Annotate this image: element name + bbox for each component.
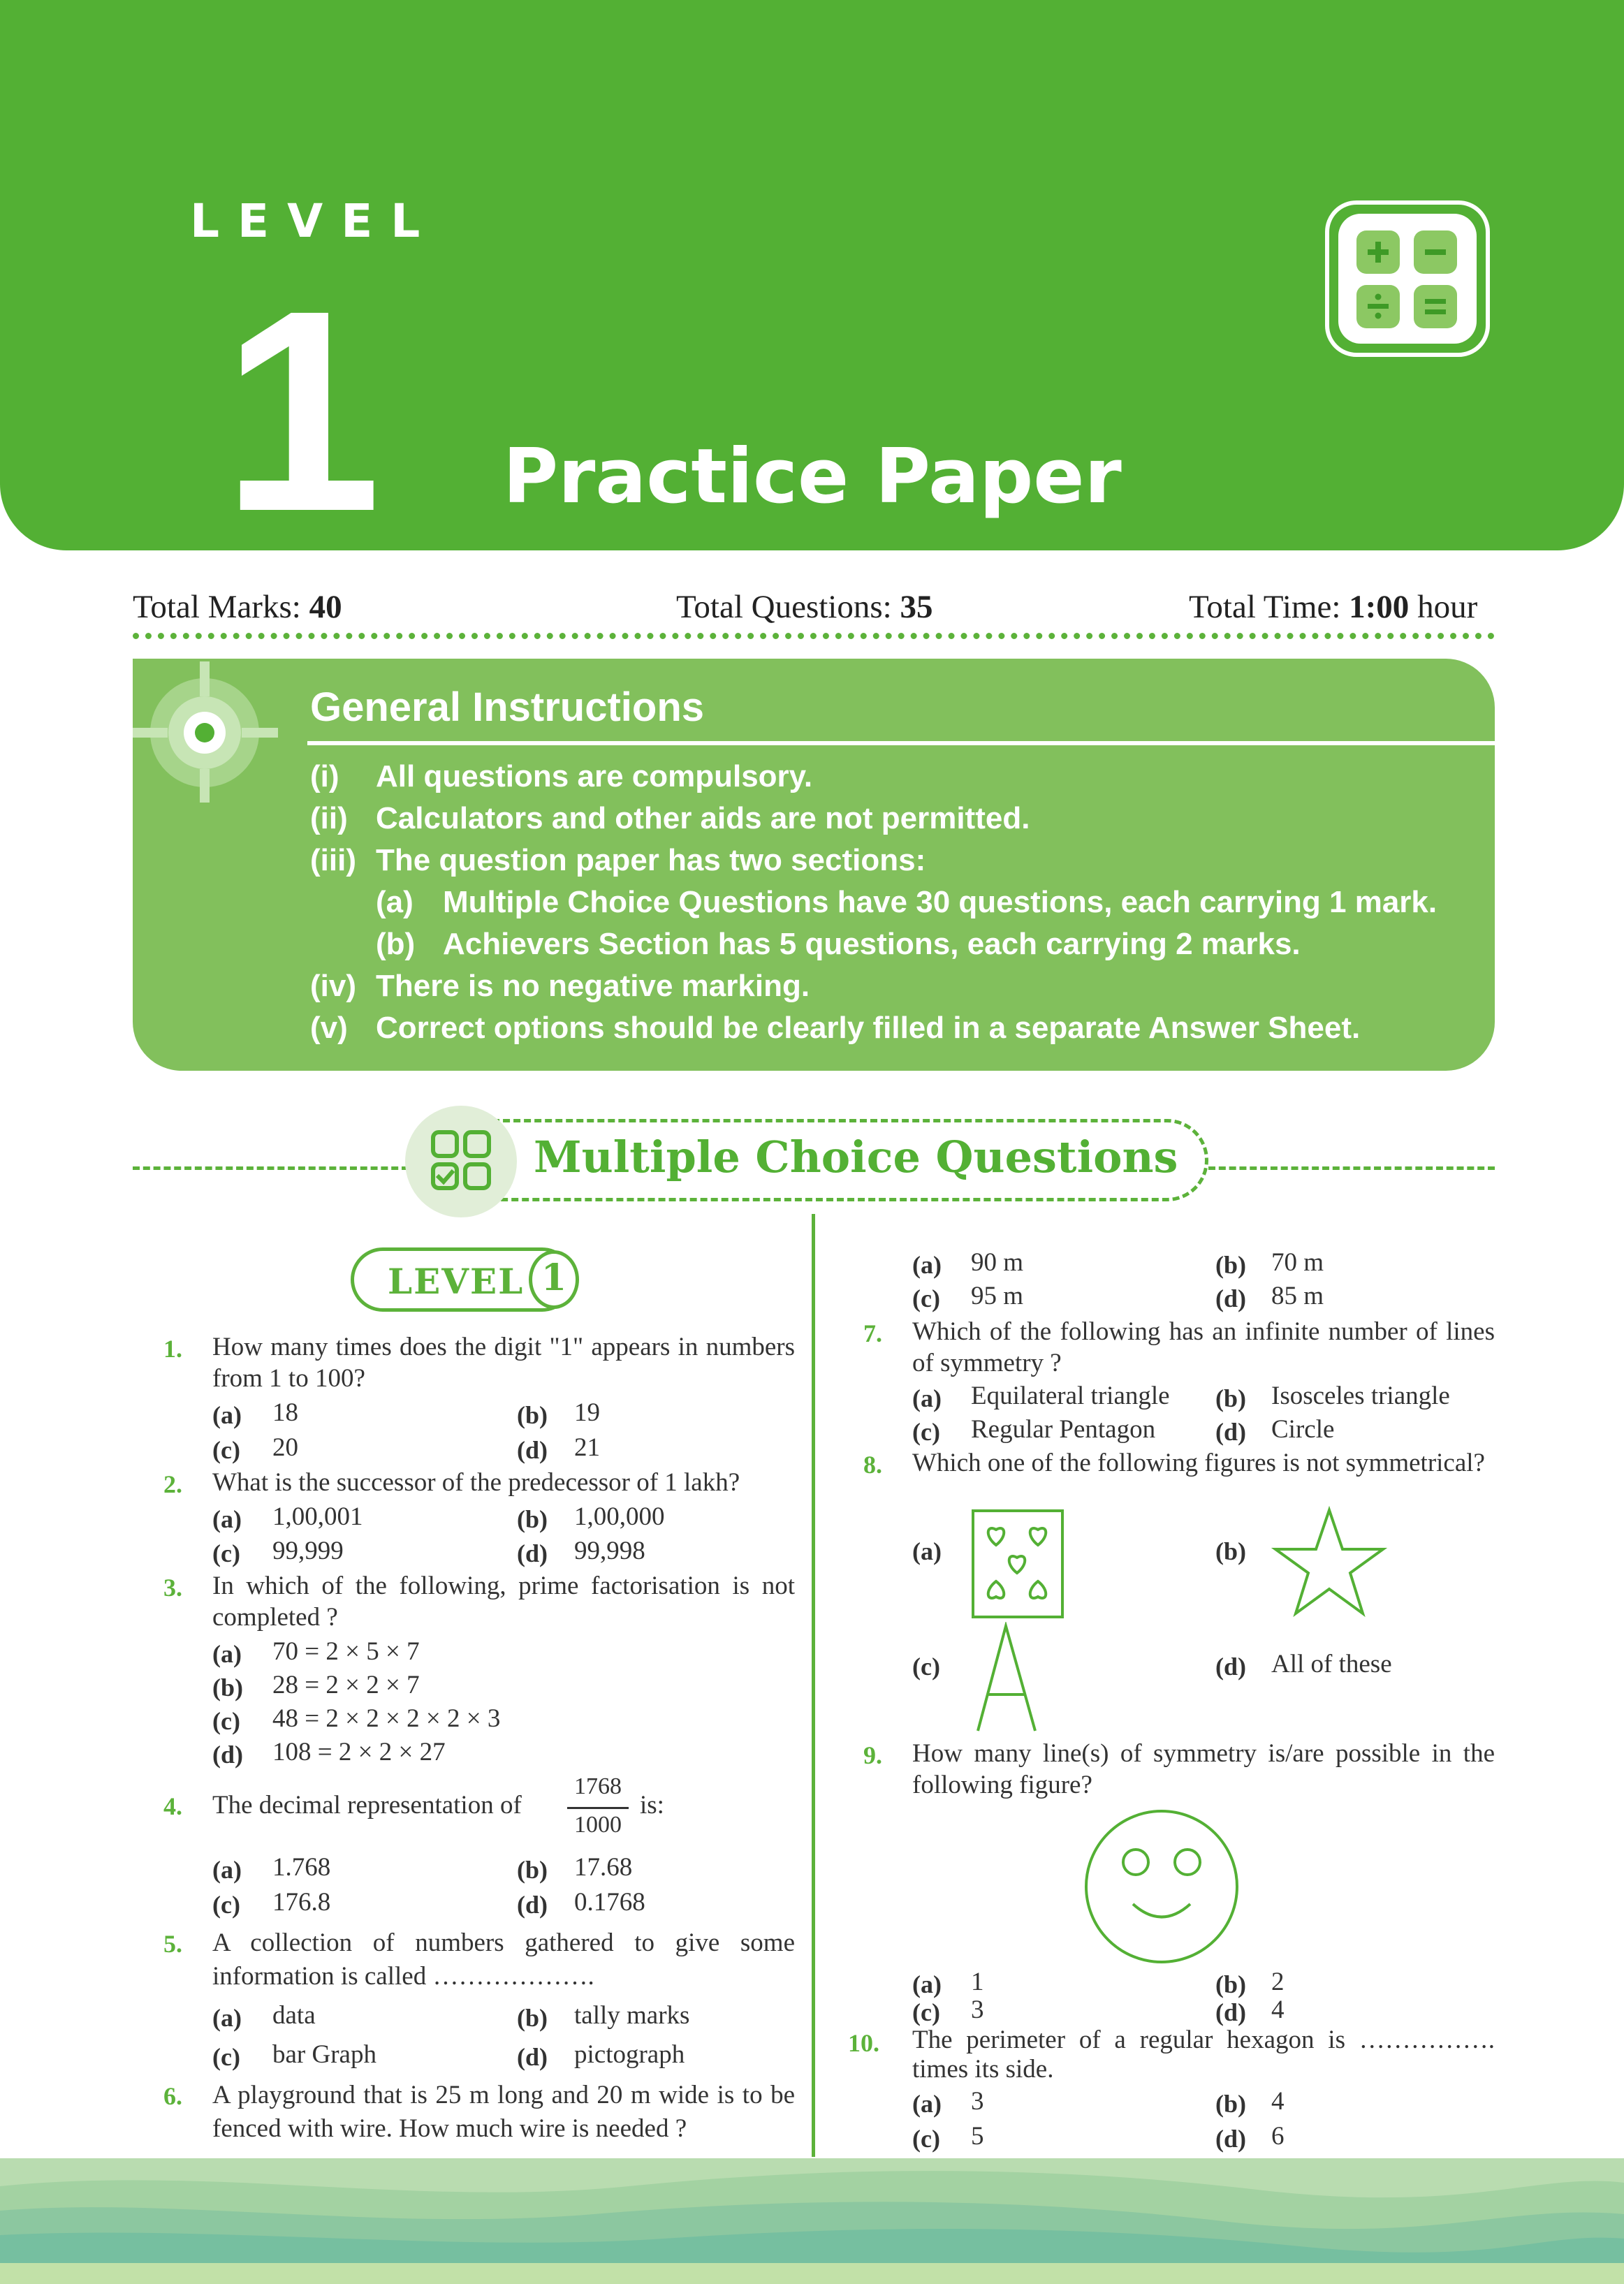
instruction-item: (iv) There is no negative marking. <box>310 969 810 1003</box>
option-text: 176.8 <box>272 1888 331 1917</box>
option-label: (d) <box>212 1741 243 1769</box>
option-label: (a) <box>912 1537 942 1565</box>
page-title: Practice Paper <box>503 433 1122 520</box>
option-label: (b) <box>1215 1537 1246 1565</box>
option-label: (d) <box>1215 1653 1246 1681</box>
calculator-icon <box>1324 200 1491 358</box>
smiley-face-figure <box>1083 1808 1241 1965</box>
option-label: (c) <box>912 1998 940 2026</box>
question-text: In which of the following, prime factorisation is not completed ? <box>212 1572 795 1632</box>
question-number: 1. <box>163 1335 182 1363</box>
option-text: 2 <box>1271 1968 1285 1996</box>
option-label: (b) <box>1215 1384 1246 1412</box>
option-label: (b) <box>517 1505 548 1533</box>
fraction-numerator: 1768 <box>574 1773 622 1799</box>
instruction-item: (iii) The question paper has two sections: <box>310 843 926 877</box>
option-label: (c) <box>912 1418 940 1446</box>
option-text: 85 m <box>1271 1282 1324 1310</box>
option-text: 4 <box>1271 1996 1285 2024</box>
option-text: 21 <box>574 1433 600 1462</box>
divider <box>1208 1166 1495 1170</box>
option-label: (b) <box>517 2004 548 2032</box>
option-text: 28 = 2 × 2 × 7 <box>272 1671 420 1699</box>
divider <box>307 741 1495 745</box>
option-text: 1,00,000 <box>574 1502 665 1531</box>
option-label: (b) <box>1215 2090 1246 2118</box>
option-label: (b) <box>1215 1970 1246 1998</box>
column-divider <box>812 1214 815 2157</box>
option-label: (a) <box>912 1384 942 1412</box>
option-text: 70 = 2 × 5 × 7 <box>272 1637 420 1666</box>
option-label: (c) <box>212 1436 240 1464</box>
section-icon-badge <box>405 1106 517 1217</box>
option-text: tally marks <box>574 2001 690 2030</box>
footer-waves <box>0 2158 1624 2284</box>
instruction-item: (v) Correct options should be clearly filled in a separate Answer Sheet. <box>310 1011 1361 1045</box>
question-number: 9. <box>863 1741 882 1769</box>
question-number: 4. <box>163 1792 182 1820</box>
option-label: (d) <box>1215 1284 1246 1312</box>
fraction-denominator: 1000 <box>574 1812 622 1838</box>
option-text: 108 = 2 × 2 × 27 <box>272 1738 446 1766</box>
option-label: (d) <box>517 1539 548 1567</box>
question-text: A collection of numbers gathered to give some information is called ………………. <box>212 1928 795 1991</box>
option-label: (a) <box>912 1970 942 1998</box>
question-number: 3. <box>163 1574 182 1602</box>
question-number: 7. <box>863 1319 882 1347</box>
hearts-card-figure <box>971 1509 1065 1619</box>
option-label: (d) <box>1215 1998 1246 2026</box>
option-text: 1.768 <box>272 1853 331 1882</box>
option-text: Regular Pentagon <box>971 1415 1156 1444</box>
question-number: 2. <box>163 1470 182 1498</box>
option-label: (c) <box>912 1653 940 1681</box>
divider <box>133 633 1495 639</box>
option-label: (b) <box>517 1401 548 1429</box>
level-number: 1 <box>222 251 382 571</box>
option-label: (a) <box>912 2090 942 2118</box>
option-text: bar Graph <box>272 2040 376 2069</box>
total-questions: Total Questions: 35 <box>676 589 933 625</box>
total-marks: Total Marks: 40 <box>133 589 342 625</box>
letter-a-figure <box>972 1622 1042 1734</box>
option-text: 95 m <box>971 1282 1024 1310</box>
question-text: is: <box>640 1791 664 1820</box>
option-label: (d) <box>517 1436 548 1464</box>
instruction-subitem: (a) Multiple Choice Questions have 30 questions, each carrying 1 mark. <box>376 885 1438 919</box>
option-label: (d) <box>517 1891 548 1919</box>
question-number: 6. <box>163 2082 182 2110</box>
option-text: Isosceles triangle <box>1271 1382 1450 1410</box>
question-text: The perimeter of a regular hexagon is ……………. times its side. <box>912 2026 1495 2084</box>
question-text: Which one of the following figures is not symmetrical? <box>912 1449 1485 1477</box>
option-text: All of these <box>1271 1650 1392 1678</box>
option-text: 6 <box>1271 2122 1285 2151</box>
header-banner <box>0 0 1624 571</box>
question-text: Which of the following has an infinite number of lines of symmetry ? <box>912 1317 1495 1377</box>
option-label: (d) <box>517 2043 548 2071</box>
question-text: How many times does the digit "1" appears in numbers from 1 to 100? <box>212 1333 795 1393</box>
option-label: (d) <box>1215 1418 1246 1446</box>
option-label: (d) <box>1215 2125 1246 2153</box>
level-badge-number: 1 <box>541 1257 567 1299</box>
option-label: (a) <box>212 1505 242 1533</box>
option-label: (c) <box>912 1284 940 1312</box>
fraction-bar <box>567 1807 629 1809</box>
total-time: Total Time: 1:00 hour <box>1189 589 1478 625</box>
option-text: 3 <box>971 1996 984 2024</box>
option-text: data <box>272 2001 316 2030</box>
option-label: (b) <box>1215 1251 1246 1279</box>
option-text: 19 <box>574 1398 600 1427</box>
instruction-item: (i) All questions are compulsory. <box>310 759 813 793</box>
general-instructions-box <box>133 659 1495 1071</box>
level-badge <box>351 1247 574 1312</box>
question-number: 5. <box>163 1930 182 1958</box>
option-text: 5 <box>971 2122 984 2151</box>
instruction-subitem: (b) Achievers Section has 5 questions, each carrying 2 marks. <box>376 927 1301 961</box>
target-icon <box>133 649 286 803</box>
divider <box>133 1166 409 1170</box>
question-number: 10. <box>848 2029 879 2057</box>
option-text: 90 m <box>971 1248 1024 1277</box>
option-text: pictograph <box>574 2040 685 2069</box>
option-text: Circle <box>1271 1415 1335 1444</box>
level-badge-circle <box>529 1250 579 1309</box>
option-label: (c) <box>912 2125 940 2153</box>
option-text: 4 <box>1271 2087 1285 2116</box>
option-label: (a) <box>912 1251 942 1279</box>
level-label: LEVEL <box>190 194 439 248</box>
option-text: 1,00,001 <box>272 1502 363 1531</box>
question-text: The decimal representation of <box>212 1791 522 1820</box>
option-text: 48 = 2 × 2 × 2 × 2 × 3 <box>272 1704 501 1733</box>
option-text: 18 <box>272 1398 298 1427</box>
option-text: 17.68 <box>574 1853 633 1882</box>
option-text: 3 <box>971 2087 984 2116</box>
option-label: (b) <box>517 1856 548 1884</box>
level-badge-label: LEVEL <box>388 1261 525 1302</box>
option-text: 70 m <box>1271 1248 1324 1277</box>
section-title: Multiple Choice Questions <box>534 1132 1178 1183</box>
option-label: (a) <box>212 1640 242 1668</box>
question-text: How many line(s) of symmetry is/are possible in the following figure? <box>912 1739 1495 1799</box>
option-label: (c) <box>212 1539 240 1567</box>
question-text: A playground that is 25 m long and 20 m wide is to be fenced with wire. How much wire is needed ? <box>212 2081 795 2143</box>
option-label: (a) <box>212 2004 242 2032</box>
instructions-title: General Instructions <box>310 685 705 730</box>
question-text: What is the successor of the predecessor of 1 lakh? <box>212 1468 740 1497</box>
option-text: 99,998 <box>574 1537 645 1565</box>
option-text: 99,999 <box>272 1537 344 1565</box>
option-label: (c) <box>212 2043 240 2071</box>
instruction-item: (ii) Calculators and other aids are not permitted. <box>310 801 1030 835</box>
option-text: 1 <box>971 1968 984 1996</box>
checklist-icon <box>405 1106 517 1217</box>
question-number: 8. <box>863 1451 882 1479</box>
option-text: 0.1768 <box>574 1888 645 1917</box>
option-label: (a) <box>212 1856 242 1884</box>
option-label: (b) <box>212 1674 243 1701</box>
option-text: 20 <box>272 1433 298 1462</box>
option-label: (c) <box>212 1891 240 1919</box>
option-label: (c) <box>212 1707 240 1735</box>
option-text: Equilateral triangle <box>971 1382 1170 1410</box>
option-label: (a) <box>212 1401 242 1429</box>
star-figure <box>1271 1506 1387 1619</box>
